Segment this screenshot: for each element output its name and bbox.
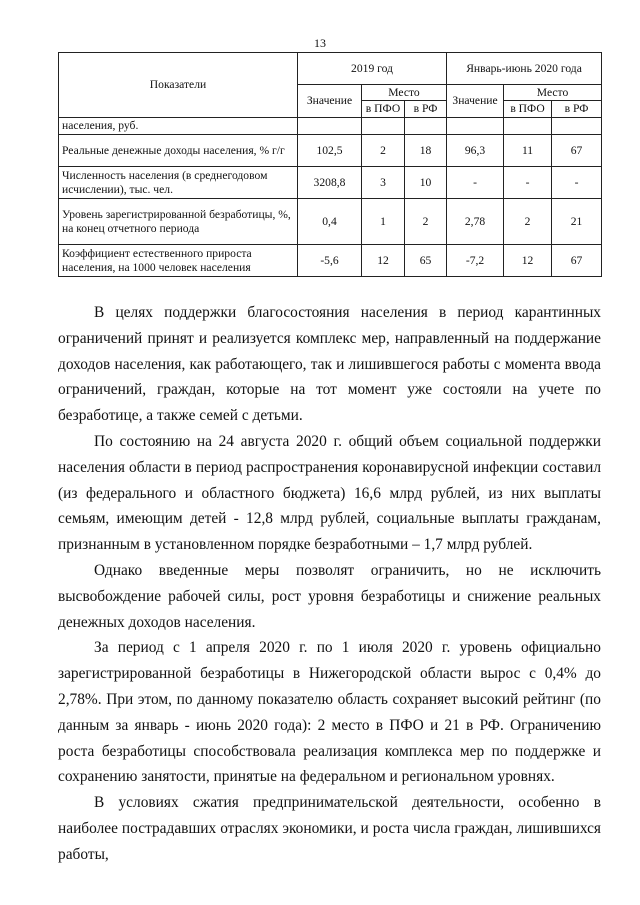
pfo-2020-cell: - bbox=[504, 167, 552, 199]
header-place-2019: Место bbox=[362, 85, 447, 101]
pfo-2019-cell: 2 bbox=[362, 135, 405, 167]
header-rf-2020: в РФ bbox=[552, 101, 602, 118]
pfo-2020-cell: 11 bbox=[504, 135, 552, 167]
indicator-cell: Реальные денежные доходы населения, % г/г bbox=[59, 135, 298, 167]
rf-2019-cell: 2 bbox=[405, 199, 447, 245]
value-2019-cell: -5,6 bbox=[298, 245, 362, 277]
paragraph: В условиях сжатия предпринимательской деятельности, особенно в наиболее пострадавших отраслях экономики, и роста числа граждан, лишившихся работы, bbox=[58, 794, 601, 863]
value-2020-cell: - bbox=[447, 167, 504, 199]
header-period-2020: Январь-июнь 2020 года bbox=[447, 53, 602, 85]
table-row-continuation bbox=[59, 118, 602, 135]
table-row bbox=[59, 135, 602, 167]
rf-2020-cell: 21 bbox=[552, 199, 602, 245]
pfo-2019-cell: 3 bbox=[362, 167, 405, 199]
header-rf-2019: в РФ bbox=[405, 101, 447, 118]
rf-2019-cell: 10 bbox=[405, 167, 447, 199]
statistics-table bbox=[58, 52, 602, 277]
paragraph: Однако введенные меры позволят ограничить, но не исключить высвобождение рабочей силы, рост уровня безработицы и снижение реальных денежных доходов населения. bbox=[58, 561, 601, 631]
rf-2020-cell: 67 bbox=[552, 135, 602, 167]
value-2019-cell: 102,5 bbox=[298, 135, 362, 167]
header-value-2020: Значение bbox=[447, 85, 504, 118]
rf-2019-cell: 18 bbox=[405, 135, 447, 167]
page-number: 13 bbox=[314, 36, 326, 50]
paragraph: По состоянию на 24 августа 2020 г. общий объем социальной поддержки населения области в период распространения коронавирусной инфекции составил (из федерального и областного бюджета) 16,6 млрд рублей, из них выплаты семьям, имеющим детей - 12,8 млрд рублей, социальные выплаты гражданам, признанным в установленном порядке безработными – 1,7 млрд рублей. bbox=[58, 432, 601, 554]
header-pfo-2019: в ПФО bbox=[362, 101, 405, 118]
table-row bbox=[59, 199, 602, 245]
pfo-2019-cell: 1 bbox=[362, 199, 405, 245]
paragraph: За период с 1 апреля 2020 г. по 1 июля 2020 г. уровень официально зарегистрированной безработицы в Нижегородской области вырос с 0,4% до 2,78%. При этом, по данному показателю область сохраняет высокий рейтинг (по данным за январь - июнь 2020 года): 2 место в ПФО и 21 в РФ. Ограничению роста безработицы способствовала реализация комплекса мер по поддержке и сохранению занятости, принятые на федеральном и региональном уровнях. bbox=[58, 639, 601, 786]
rf-2020-cell: - bbox=[552, 167, 602, 199]
value-2019-cell: 3208,8 bbox=[298, 167, 362, 199]
continuation-cell: населения, руб. bbox=[59, 118, 298, 135]
header-period-2019: 2019 год bbox=[298, 53, 447, 85]
value-2020-cell: -7,2 bbox=[447, 245, 504, 277]
table-row bbox=[59, 245, 602, 277]
value-2020-cell: 96,3 bbox=[447, 135, 504, 167]
indicator-cell: Численность населения (в среднегодовом исчислении), тыс. чел. bbox=[59, 167, 298, 199]
header-pfo-2020: в ПФО bbox=[504, 101, 552, 118]
body-text bbox=[58, 300, 601, 868]
pfo-2020-cell: 12 bbox=[504, 245, 552, 277]
value-2020-cell: 2,78 bbox=[447, 199, 504, 245]
paragraph: В целях поддержки благосостояния населения в период карантинных ограничений принят и реализуется комплекс мер, направленный на поддержание доходов населения, как работающего, так и лишившегося работы с момента ввода ограничений, граждан, которые на тот момент уже состояли на учете по безработице, а также семей с детьми. bbox=[58, 304, 601, 425]
rf-2020-cell: 67 bbox=[552, 245, 602, 277]
table-row bbox=[59, 167, 602, 199]
pfo-2019-cell: 12 bbox=[362, 245, 405, 277]
header-place-2020: Место bbox=[504, 85, 602, 101]
rf-2019-cell: 65 bbox=[405, 245, 447, 277]
pfo-2020-cell: 2 bbox=[504, 199, 552, 245]
indicator-cell: Уровень зарегистрированной безработицы, %, на конец отчетного периода bbox=[59, 199, 298, 245]
header-indicator: Показатели bbox=[59, 53, 298, 118]
indicator-cell: Коэффициент естественного прироста населения, на 1000 человек населения bbox=[59, 245, 298, 277]
header-value-2019: Значение bbox=[298, 85, 362, 118]
value-2019-cell: 0,4 bbox=[298, 199, 362, 245]
